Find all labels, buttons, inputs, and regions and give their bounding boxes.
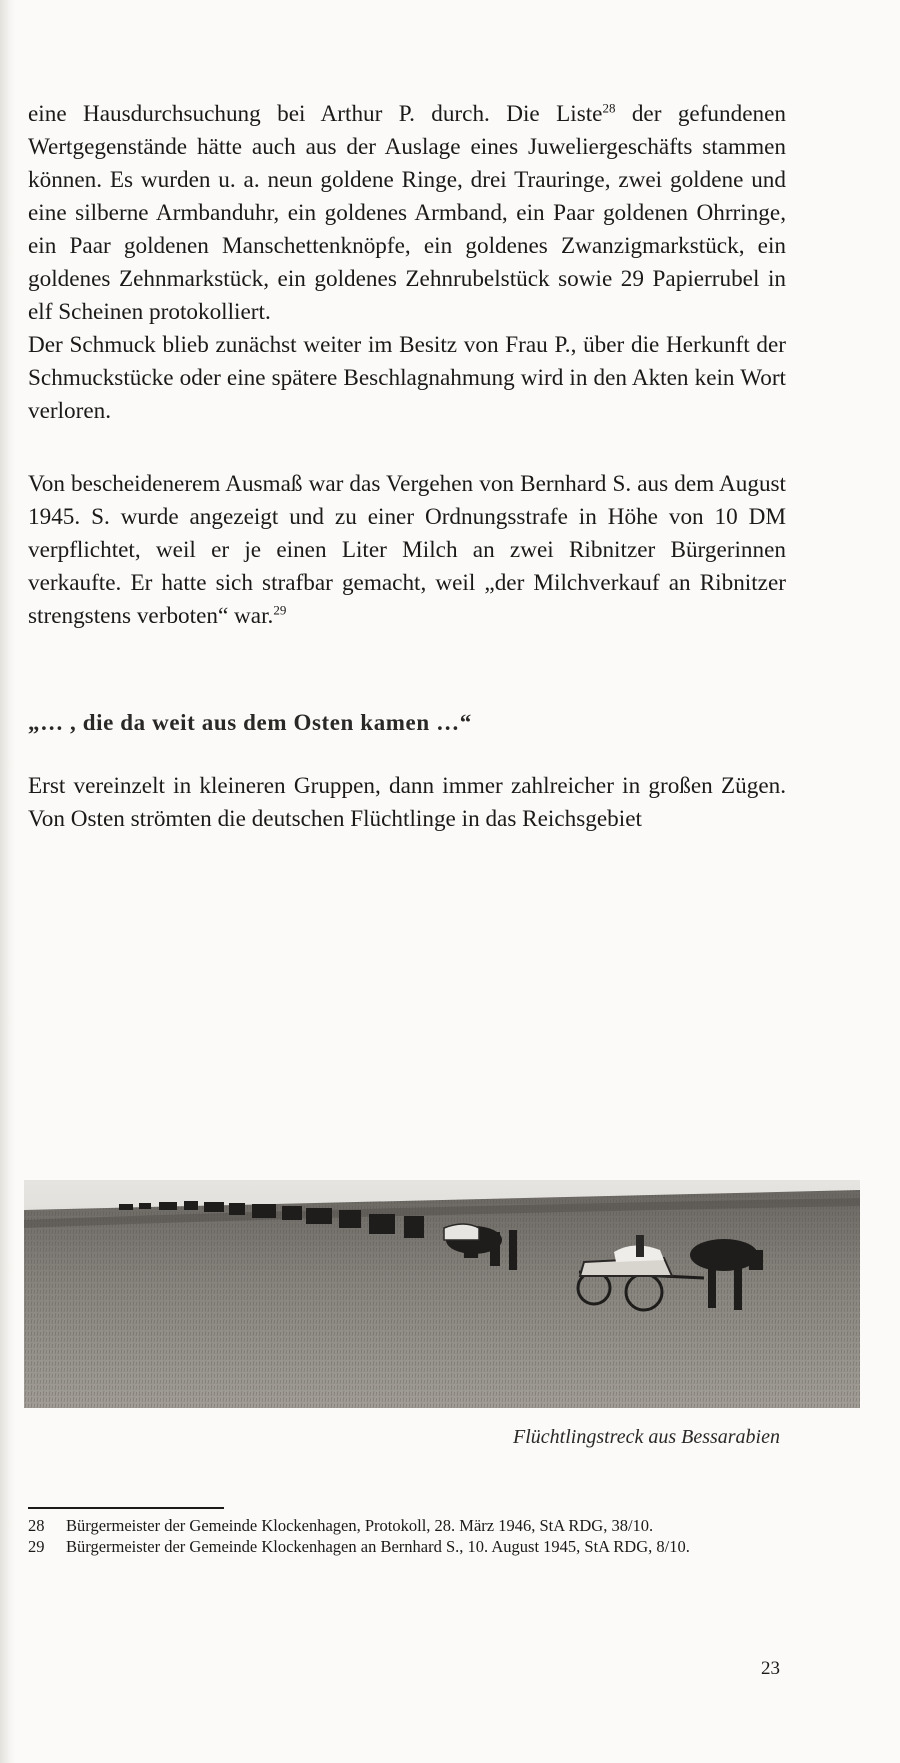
footnotes <box>28 1515 788 1557</box>
footnote-ref-28[interactable]: 28 <box>602 100 616 116</box>
paragraph-text: Erst vereinzelt in kleineren Gruppen, dann immer zahlreicher in großen Zügen. Von Osten strömten die deutschen Flüchtlinge in das Reichsgebiet <box>28 773 786 832</box>
footnote-number: 29 <box>28 1537 45 1556</box>
section-heading: „… , die da weit aus dem Osten kamen …“ <box>28 710 472 735</box>
footnote-ref-29[interactable]: 29 <box>273 602 287 618</box>
paragraph-text: Der Schmuck blieb zunächst weiter im Besitz von Frau P., über die Herkunft der Schmuckstücke oder eine spätere Beschlagnahmung wird in den Akten kein Wort verloren. <box>28 332 786 424</box>
paragraph-text: der gefundenen Wertgegenstände hätte auch aus der Auslage eines Juweliergeschäfts stammen können. Es wurden u. a. neun goldene Ringe, drei Trauringe, zwei goldene und eine silberne Armbanduhr, ein goldenes Armband, ein Paar goldenen Ohrringe, ein Paar goldenen Manschettenknöpfe, ein goldenes Zwanzigmarkstück, ein goldenes Zehnmarkstück, ein goldenes Zehnrubelstück sowie 29 Papierrubel in elf Scheinen protokolliert. <box>28 101 786 325</box>
photo-caption: Flüchtlingstreck aus Bessarabien <box>513 1426 780 1448</box>
paragraph-text: eine Hausdurchsuchung bei Arthur P. durch. Die Liste <box>28 101 603 127</box>
footnote-divider <box>28 1507 224 1509</box>
footnote-text: Bürgermeister der Gemeinde Klockenhagen, Protokoll, 28. März 1946, StA RDG, 38/10. <box>66 1516 654 1535</box>
paragraph-house-search <box>28 98 786 428</box>
paragraph-milk-sale <box>28 468 786 633</box>
footnote-number: 28 <box>28 1516 45 1535</box>
paragraph-refugees <box>28 770 786 836</box>
page-edge-shadow <box>0 0 16 1763</box>
refugee-trek-photo <box>24 1180 860 1408</box>
paragraph-text: Von bescheidenerem Ausmaß war das Vergehen von Bernhard S. aus dem August 1945. S. wurde angezeigt und zu einer Ordnungsstrafe in Höhe von 10 DM verpflichtet, weil er je einen Liter Milch an zwei Ribnitzer Bürgerinnen verkaufte. Er hatte sich strafbar gemacht, weil „der Milchverkauf an Ribnitzer strengstens verboten“ war. <box>28 471 786 629</box>
footnote-text: Bürgermeister der Gemeinde Klockenhagen an Bernhard S., 10. August 1945, StA RDG, 8/10. <box>66 1537 690 1556</box>
footnote-29 <box>28 1536 788 1557</box>
page-number: 23 <box>761 1658 780 1679</box>
photo-illustration <box>24 1180 860 1408</box>
footnote-28 <box>28 1515 788 1536</box>
